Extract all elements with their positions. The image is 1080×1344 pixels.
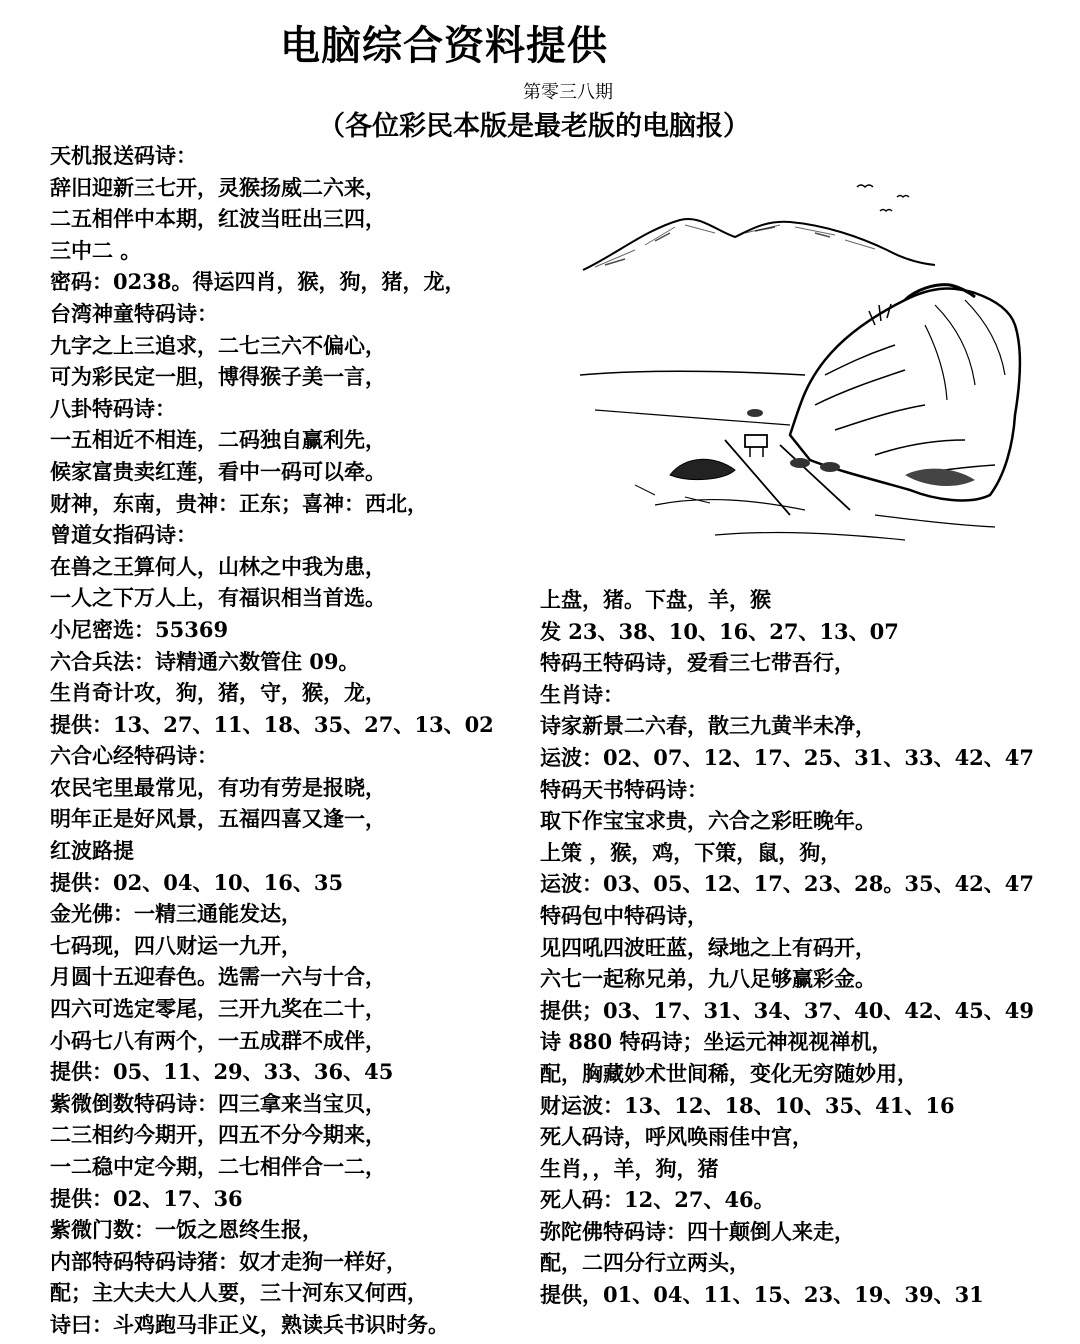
left-column-line: 候家富贵卖红莲，看中一码可以牵。 — [50, 458, 386, 484]
right-column-line: 提供；03、17、31、34、37、40、42、45、49 — [540, 997, 1035, 1023]
left-column-line: 金光佛：一精三通能发达， — [50, 901, 302, 927]
left-column-line: 月圆十五迎春色。选需一六与十合， — [50, 964, 386, 990]
right-column-line: 取下作宝宝求贵，六合之彩旺晚年。 — [540, 808, 876, 834]
right-column-line: 死人码诗，呼风唤雨佳中宫， — [540, 1124, 813, 1150]
right-column-line: 运波：02、07、12、17、25、31、33、42、47 — [540, 744, 1035, 770]
landscape-sketch-icon — [575, 175, 1030, 565]
right-column-line: 诗 880 特码诗；坐运元神视视禅机， — [540, 1029, 893, 1055]
left-column-line: 密码：0238。得运四肖，猴，狗，猪，龙， — [50, 269, 466, 295]
left-column-line: 六合心经特码诗： — [50, 743, 218, 769]
right-column-line: 六七一起称兄弟，九八足够赢彩金。 — [540, 966, 876, 992]
left-column-line: 曾道女指码诗： — [50, 522, 197, 548]
right-column-line: 特码包中特码诗， — [540, 902, 708, 928]
left-column — [50, 140, 530, 1341]
left-column-line: 提供：05、11、29、33、36、45 — [50, 1059, 394, 1085]
left-column-line: 小尼密选：55369 — [50, 616, 229, 642]
left-column-line: 九字之上三追求，二七三六不偏心， — [50, 332, 386, 358]
left-column-line: 在兽之王算何人，山林之中我为患， — [50, 553, 386, 579]
right-column-line: 财运波：13、12、18、10、35、41、16 — [540, 1092, 955, 1118]
left-column-line: 提供：02、04、10、16、35 — [50, 869, 344, 895]
right-column-line: 诗家新景二六春，散三九黄半未净， — [540, 713, 876, 739]
page-title: 电脑综合资料提供 — [280, 23, 608, 69]
left-column-line: 生肖奇计攻，狗，猪，守，猴，龙， — [50, 680, 386, 706]
issue-number: 第零三八期 — [523, 82, 613, 103]
left-column-line: 一五相近不相连，二码独自赢利先， — [50, 427, 386, 453]
right-column-line: 生肖诗： — [540, 681, 624, 707]
left-column-line: 紫微倒数特码诗：四三拿来当宝贝， — [50, 1090, 386, 1116]
left-column-line: 辞旧迎新三七开，灵猴扬威二六来， — [50, 174, 386, 200]
left-column-line: 天机报送码诗： — [50, 143, 197, 168]
left-column-line: 六合兵法：诗精通六数管住 09。 — [50, 648, 360, 674]
left-column-line: 明年正是好风景，五福四喜又逢一， — [50, 806, 386, 832]
left-column-line: 七码现，四八财运一九开， — [50, 932, 302, 958]
left-column-line: 二三相约今期开，四五不分今期来， — [50, 1122, 386, 1148]
left-column-line: 提供：13、27、11、18、35、27、13、02 — [50, 711, 494, 737]
left-column-line: 农民宅里最常见，有功有劳是报晓， — [50, 774, 386, 800]
right-column-line: 弥陀佛特码诗：四十颠倒人来走， — [540, 1218, 855, 1244]
left-column-line: 可为彩民定一胆，博得猴子美一言， — [50, 364, 386, 390]
left-column-line: 诗曰：斗鸡跑马非正义，熟读兵书识时务。 — [50, 1311, 449, 1337]
right-column-line: 发 23、38、10、16、27、13、07 — [540, 618, 899, 644]
left-column-line: 八卦特码诗： — [50, 395, 176, 421]
right-column-line: 特码天书特码诗： — [540, 776, 708, 802]
left-column-line: 财神，东南，贵神：正东；喜神：西北， — [50, 490, 428, 516]
right-column-line: 上策 ，猴，鸡，下策，鼠，狗， — [540, 839, 842, 865]
right-column-line: 运波：03、05、12、17、23、28。35、42、47 — [540, 871, 1035, 897]
right-column — [540, 584, 1070, 1311]
left-column-line: 提供：02、17、36 — [50, 1185, 243, 1211]
left-column-line: 红波路提 — [50, 838, 134, 864]
right-column-line: 死人码：12、27、46。 — [540, 1187, 775, 1213]
left-column-line: 小码七八有两个，一五成群不成伴， — [50, 1027, 386, 1053]
right-column-line: 上盘，猪。下盘，羊，猴 — [540, 587, 771, 612]
page-subtitle: （各位彩民本版是最老版的电脑报） — [318, 111, 750, 142]
right-column-line: 特码王特码诗，爱看三七带吾行， — [540, 650, 855, 676]
right-column-line: 配，胸藏妙术世间稀，变化无穷随妙用， — [540, 1060, 918, 1086]
right-column-line: 生肖，，羊，狗，猪 — [540, 1155, 719, 1181]
right-column-line: 配，二四分行立两头， — [540, 1250, 750, 1276]
left-column-line: 四六可选定零尾，三开九奖在二十， — [50, 996, 386, 1022]
left-column-line: 一人之下万人上，有福识相当首选。 — [50, 585, 386, 611]
left-column-line: 紫微门数：一饭之恩终生报， — [50, 1217, 323, 1243]
right-column-line: 见四吼四波旺蓝，绿地之上有码开， — [540, 934, 876, 960]
left-column-line: 三中二 。 — [50, 237, 142, 263]
left-column-line: 内部特码特码诗猪：奴才走狗一样好， — [50, 1248, 407, 1274]
left-column-line: 二五相伴中本期，红波当旺出三四， — [50, 206, 386, 232]
left-column-line: 配；主大夫大人人要，三十河东又何西， — [50, 1280, 428, 1306]
left-column-line: 一二稳中定今期，二七相伴合一二， — [50, 1154, 386, 1179]
right-column-line: 提供，01、04、11、15、23、19、39、31 — [540, 1282, 984, 1308]
left-column-line: 台湾神童特码诗： — [50, 300, 218, 326]
